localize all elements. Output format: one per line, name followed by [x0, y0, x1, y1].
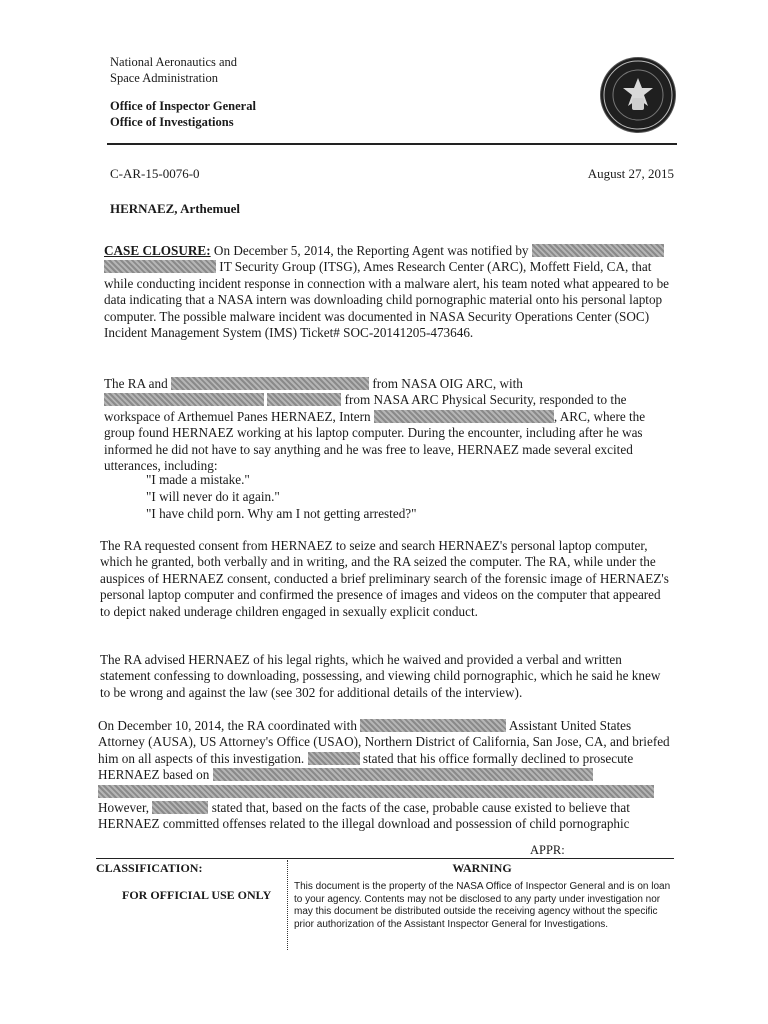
redaction-box — [360, 719, 506, 732]
case-number: C-AR-15-0076-0 — [110, 166, 200, 181]
agency-line-1: National Aeronautics and — [110, 55, 238, 69]
p6-text-b: stated that, based on the facts of the case, probable cause existed to believe that HERNAEZ committed offenses related to the illegal download and possession of child pornographic — [98, 800, 630, 832]
p2-text-a: The RA and — [104, 376, 168, 391]
p5-text-a: On December 10, 2014, the RA coordinated with — [98, 718, 357, 733]
p5-text-c: stated that his office formally declined to prosecute HERNAEZ based on — [98, 750, 634, 783]
p6-text-a: However, — [98, 800, 150, 815]
header-divider — [107, 143, 677, 145]
paragraph-legal-rights: The RA advised HERNAEZ of his legal rights, which he waived and provided a verbal and written statement confessing to downloading, possessing, and viewing child pornographic, which he said he knew to be wrong and against the law (see 302 for additional details of the interview). — [100, 652, 661, 700]
redaction-box — [267, 393, 341, 406]
classification-label: CLASSIFICATION: — [96, 861, 203, 875]
case-closure-label: CASE CLOSURE: — [104, 243, 211, 258]
paragraph-consent-search: The RA requested consent from HERNAEZ to seize and search HERNAEZ's personal laptop computer, which he granted, both verbally and in writing, and the RA seized the computer. The RA, while under the auspices of HERNAEZ consent, conducted a brief preliminary search of the forensic image of HERNAEZ's personal laptop computer and confirmed the presence of images and videos on the computer that appeared to depict naked underage children engaged in sexually explicit conduct. — [100, 538, 669, 619]
office-line-2: Office of Investigations — [110, 115, 234, 129]
footer-column-divider — [287, 860, 288, 950]
p2-text-d: , ARC, where the group found HERNAEZ working at his laptop computer. During the encounter, including after he was informed he did not have to say anything and he was free to leave, HERNAEZ made several excited utterances, including: — [104, 408, 646, 474]
p1-text-b: IT Security Group (ITSG), Ames Research Center (ARC), Moffett Field, CA, that while conducting incident response in connection with a malware alert, his team noted what appeared to be data indicating that a NASA intern was downloading child pornographic material onto his personal laptop computer. The possible malware incident was documented in NASA Security Operations Center (SOC) Incident Management System (IMS) Ticket# SOC-20141205-473646. — [104, 259, 670, 341]
p1-text-a: On December 5, 2014, the Reporting Agent was notified by — [213, 243, 529, 258]
utterance-list — [146, 471, 417, 522]
agency-name — [110, 54, 237, 86]
agency-line-2: Space Administration — [110, 71, 218, 85]
p5-text-b: Assistant United States Attorney (AUSA), US Attorney's Office (USAO), Northern District of California, San Jose, CA, and briefed him on all aspects of this investigation. — [98, 718, 670, 766]
paragraph-response — [104, 376, 670, 474]
paragraph-case-closure — [104, 243, 670, 341]
nasa-oig-seal-icon — [601, 58, 675, 132]
redaction-box — [532, 244, 664, 257]
utterance-item: "I will never do it again." — [146, 489, 280, 504]
classification-value: FOR OFFICIAL USE ONLY — [122, 888, 272, 902]
redaction-box — [104, 260, 216, 273]
redaction-box — [171, 377, 369, 390]
warning-title: WARNING — [452, 861, 512, 875]
p2-text-c: from NASA ARC Physical Security, responded to the workspace of Arthemuel Panes HERNAEZ, Intern — [104, 392, 627, 424]
redaction-box — [104, 393, 264, 406]
warning-text: This document is the property of the NASA Office of Inspector General and is on loan to your agency. Contents may not be disclosed to any party under investigation nor may this document be distributed outside the receiving agency without the specific prior authorization of the Assistant Inspector General for Investigations. — [294, 881, 671, 930]
paragraph-ausa-coordination — [98, 718, 670, 800]
paragraph-probable-cause — [98, 800, 670, 833]
redaction-box — [374, 410, 554, 423]
footer-divider — [96, 858, 674, 859]
redaction-box — [308, 752, 360, 765]
office-line-1: Office of Inspector General — [110, 99, 256, 113]
utterance-item: "I made a mistake." — [146, 472, 250, 487]
redaction-box — [98, 785, 654, 798]
p2-text-b: from NASA OIG ARC, with — [372, 376, 523, 391]
redaction-box — [213, 768, 593, 781]
report-date: August 27, 2015 — [587, 166, 674, 181]
office-name — [110, 98, 256, 130]
redaction-box — [152, 801, 208, 814]
utterance-item: "I have child porn. Why am I not getting arrested?" — [146, 506, 417, 521]
approval-label: APPR: — [530, 843, 565, 857]
case-subject: HERNAEZ, Arthemuel — [110, 201, 240, 216]
